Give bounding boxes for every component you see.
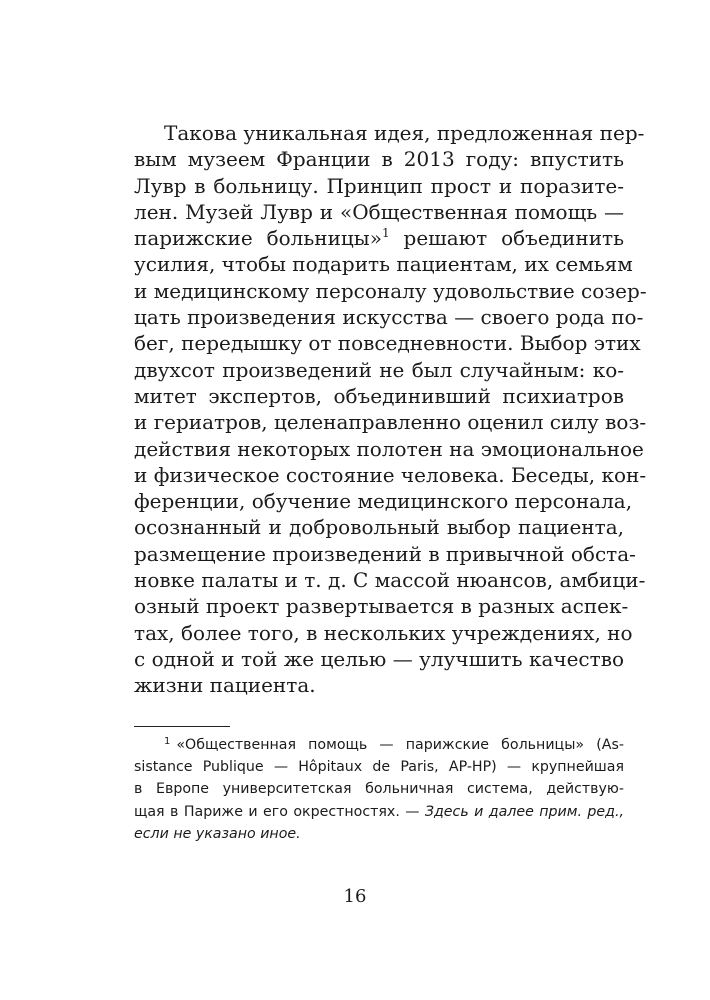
footnote-line (134, 734, 624, 756)
footnote-line: если не указано иное. (134, 825, 301, 842)
text-line: лен. Музей Лувр и «Общественная помощь — (134, 199, 624, 224)
text-fragment: решают объединить (403, 226, 624, 251)
footnote (134, 734, 624, 845)
text-line: размещение произведений в привычной обста- (134, 541, 636, 566)
text-fragment: парижские больницы» (134, 226, 382, 251)
text-line: озный проект развертывается в разных аспек- (134, 594, 629, 619)
text-line: вым музеем Франции в 2013 году: впустить (134, 147, 624, 172)
text-line: жизни пациента. (134, 673, 316, 698)
text-line: действия некоторых полотен на эмоциональное (134, 436, 644, 461)
text-line: митет экспертов, объединивший психиатров (134, 383, 624, 408)
text-line (134, 225, 624, 251)
footnote-editor-note: Здесь и далее прим. ред., (424, 803, 624, 820)
text-line: и медицинскому персоналу удовольствие созер- (134, 278, 647, 303)
main-text (134, 120, 647, 699)
text-line: и гериатров, целенаправленно оценил силу воз- (134, 410, 647, 435)
footnote-line: в Европе университетская больничная система, действую- (134, 781, 624, 798)
text-line: осознанный и добровольный выбор пациента, (134, 515, 624, 540)
text-line: тах, более того, в нескольких учреждениях, но (134, 620, 633, 645)
text-line: цать произведения искусства — своего рода по- (134, 305, 644, 330)
footnote-divider (134, 726, 230, 727)
footnote-number: 1 (164, 736, 171, 747)
text-line: Лувр в больницу. Принцип прост и поразите- (134, 173, 624, 198)
text-line: и физическое состояние человека. Беседы, кон- (134, 462, 647, 487)
text-line: Такова уникальная идея, предложенная пер- (164, 121, 645, 145)
footnote-line (134, 801, 624, 823)
text-line: двухсот произведений не был случайным: ко- (134, 357, 624, 382)
text-line: усилия, чтобы подарить пациентам, их семьям (134, 252, 633, 277)
text-line: ференции, обучение медицинского персонала, (134, 489, 633, 514)
text-line: новке палаты и т. д. С массой нюансов, амбици- (134, 568, 646, 593)
footnote-line: sistance Publique — Hôpitaux de Paris, AP-HP) — крупнейшая (134, 759, 624, 776)
footnote-text: «Общественная помощь — парижские больницы» (As- (176, 737, 624, 753)
footnote-reference[interactable]: 1 (381, 226, 390, 241)
text-line: бег, передышку от повседневности. Выбор этих (134, 331, 641, 356)
page-number: 16 (343, 886, 367, 907)
footnote-text: щая в Париже и его окрестностях. — (134, 803, 425, 820)
text-line: с одной и той же целью — улучшить качество (134, 646, 624, 671)
